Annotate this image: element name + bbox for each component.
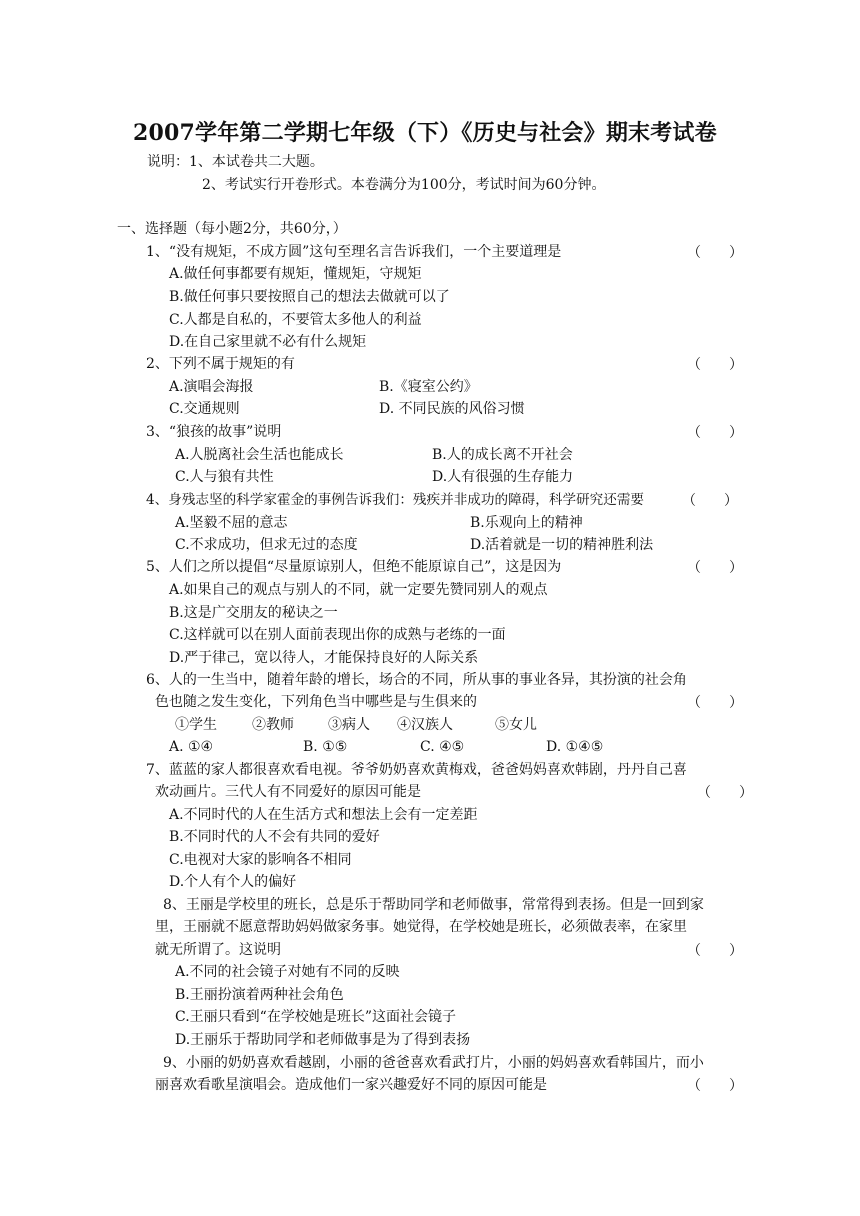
question-4-option-c: C.不求成功，但求无过的态度 (175, 537, 358, 553)
question-8-option-d: D.王丽乐于帮助同学和老师做事是为了得到表扬 (175, 1032, 471, 1048)
question-3-option-c: C.人与狼有共性 (175, 469, 274, 485)
question-2-option-d: D. 不同民族的风俗习惯 (379, 401, 525, 417)
question-6-role-3: ③病人 (328, 717, 370, 733)
question-6-role-5: ⑤女儿 (495, 717, 537, 733)
question-7-option-a: A.不同时代的人在生活方式和想法上会有一定差距 (169, 807, 478, 823)
question-2-option-b: B.《寝室公约》 (379, 379, 478, 395)
question-8-option-c: C.王丽只看到“在学校她是班长”这面社会镜子 (175, 1009, 456, 1025)
answer-blank-2: （ ） (687, 357, 743, 373)
question-7-stem-line-1: 7、蓝蓝的家人都很喜欢看电视。爷爷奶奶喜欢黄梅戏，爸爸妈妈喜欢韩剧，丹丹自己喜 (146, 762, 687, 778)
question-7-option-c: C.电视对大家的影响各不相同 (169, 852, 352, 868)
question-1-option-c: C.人都是自私的，不要管太多他人的利益 (169, 312, 422, 328)
answer-blank-8: （ ） (687, 943, 743, 959)
exam-title: 2007学年第二学期七年级（下）《历史与社会》期末考试卷 (133, 120, 717, 146)
answer-blank-5: （ ） (687, 560, 743, 576)
answer-blank-3: （ ） (687, 425, 743, 441)
question-4-option-b: B.乐观向上的精神 (470, 515, 583, 531)
question-9-stem-line-2: 丽喜欢看歌星演唱会。造成他们一家兴趣爱好不同的原因可能是 (155, 1077, 547, 1093)
question-8-option-a: A.不同的社会镜子对她有不同的反映 (175, 964, 400, 980)
question-1-option-b: B.做任何事只要按照自己的想法去做就可以了 (169, 289, 450, 305)
answer-blank-9: （ ） (687, 1078, 743, 1094)
answer-blank-1: （ ） (687, 245, 743, 261)
question-2-option-a: A.演唱会海报 (169, 379, 254, 395)
answer-blank-4: （ ） (682, 493, 738, 509)
instructions-line-2: 2、考试实行开卷形式。本卷满分为100分，考试时间为60分钟。 (202, 177, 606, 193)
question-6-option-a: A. ①④ (169, 739, 214, 755)
question-3-stem: 3、“狼孩的故事”说明 (146, 424, 282, 440)
section-title: 一、选择题（每小题2分，共60分，） (117, 221, 347, 237)
question-8-stem-line-1: 8、王丽是学校里的班长，总是乐于帮助同学和老师做事，常常得到表扬。但是一回到家 (163, 897, 704, 913)
question-4-option-d: D.活着就是一切的精神胜利法 (470, 537, 654, 553)
question-5-option-a: A.如果自己的观点与别人的不同，就一定要先赞同别人的观点 (169, 582, 548, 598)
question-3-option-d: D.人有很强的生存能力 (432, 469, 574, 485)
question-5-option-b: B.这是广交朋友的秘诀之一 (169, 605, 338, 621)
question-7-option-d: D.个人有个人的偏好 (169, 874, 297, 890)
question-6-option-b: B. ①⑤ (303, 739, 348, 755)
question-9-stem-line-1: 9、小丽的奶奶喜欢看越剧，小丽的爸爸喜欢看武打片，小丽的妈妈喜欢看韩国片，而小 (163, 1055, 704, 1071)
answer-blank-7: （ ） (697, 785, 753, 801)
question-5-option-c: C.这样就可以在别人面前表现出你的成熟与老练的一面 (169, 627, 506, 643)
question-1-stem: 1、“没有规矩，不成方圆”这句至理名言告诉我们，一个主要道理是 (146, 244, 562, 260)
question-3-option-a: A.人脱离社会生活也能成长 (175, 447, 344, 463)
question-6-role-4: ④汉族人 (397, 717, 453, 733)
question-2-stem: 2、下列不属于规矩的有 (146, 356, 295, 372)
question-6-role-2: ②教师 (252, 717, 294, 733)
question-3-option-b: B.人的成长离不开社会 (432, 447, 573, 463)
question-6-option-c: C. ④⑤ (420, 739, 465, 755)
question-6-stem-line-2: 色也随之发生变化，下列角色当中哪些是与生俱来的 (155, 694, 477, 710)
question-6-option-d: D. ①④⑤ (546, 739, 604, 755)
question-8-option-b: B.王丽扮演着两种社会角色 (175, 987, 344, 1003)
answer-blank-6: （ ） (687, 695, 743, 711)
question-1-option-a: A.做任何事都要有规矩，懂规矩，守规矩 (169, 266, 422, 282)
question-5-stem: 5、人们之所以提倡“尽量原谅别人，但绝不能原谅自己”，这是因为 (146, 559, 562, 575)
question-6-stem-line-1: 6、人的一生当中，随着年龄的增长，场合的不同，所从事的事业各异，其扮演的社会角 (146, 672, 687, 688)
question-8-stem-line-3: 就无所谓了。这说明 (155, 942, 281, 958)
instructions-line-1: 说明：1、本试卷共二大题。 (147, 154, 324, 170)
question-6-role-1: ①学生 (175, 717, 217, 733)
question-8-stem-line-2: 里，王丽就不愿意帮助妈妈做家务事。她觉得，在学校她是班长，必须做表率，在家里 (155, 919, 687, 935)
question-2-option-c: C.交通规则 (169, 401, 240, 417)
question-1-option-d: D.在自己家里就不必有什么规矩 (169, 334, 367, 350)
question-7-option-b: B.不同时代的人不会有共同的爱好 (169, 829, 380, 845)
question-5-option-d: D.严于律己，宽以待人，才能保持良好的人际关系 (169, 650, 479, 666)
question-4-stem: 4、身残志坚的科学家霍金的事例告诉我们：残疾并非成功的障碍，科学研究还需要 (146, 492, 645, 508)
question-7-stem-line-2: 欢动画片。三代人有不同爱好的原因可能是 (155, 784, 421, 800)
question-4-option-a: A.坚毅不屈的意志 (175, 515, 288, 531)
